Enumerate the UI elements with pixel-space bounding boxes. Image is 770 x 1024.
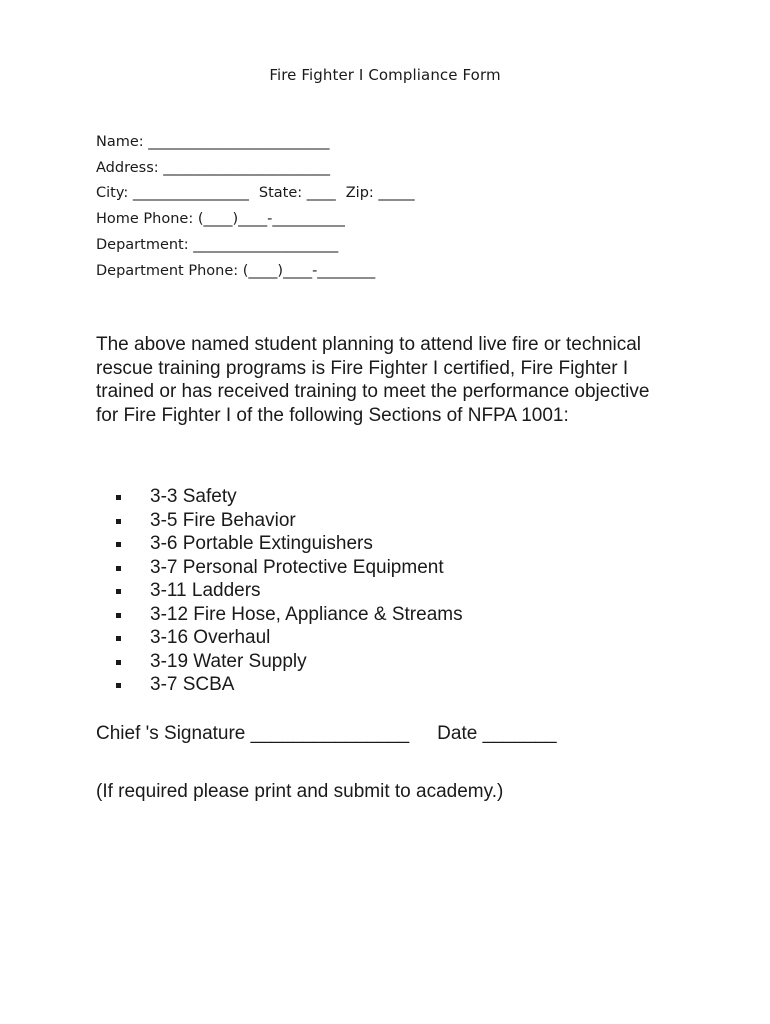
bullet-icon <box>116 589 121 594</box>
bullet-icon <box>116 495 121 500</box>
bullet-icon <box>116 660 121 665</box>
state-field[interactable]: State: ____ <box>258 185 336 202</box>
bullet-icon <box>116 613 121 618</box>
list-item: 3-12 Fire Hose, Appliance & Streams <box>116 603 463 627</box>
form-title: Fire Fighter I Compliance Form <box>269 66 501 84</box>
bullet-icon <box>116 542 121 547</box>
list-item: 3-5 Fire Behavior <box>116 509 463 533</box>
list-item: 3-7 SCBA <box>116 673 463 697</box>
city-field[interactable]: City: ________________ <box>96 185 249 202</box>
department-phone-field[interactable]: Department Phone: (____)____-________ <box>96 262 376 279</box>
list-item: 3-19 Water Supply <box>116 650 463 674</box>
department-field[interactable]: Department: ____________________ <box>96 236 339 253</box>
date-field[interactable]: Date _______ <box>437 723 557 744</box>
name-field[interactable]: Name: _________________________ <box>96 134 330 150</box>
list-item: 3-3 Safety <box>116 485 463 509</box>
bullet-icon <box>116 519 121 524</box>
submission-note: (If required please print and submit to academy.) <box>96 781 504 802</box>
certification-statement: The above named student planning to attend live fire or technical rescue training programs is Fire Fighter I certified, Fire Fighter I trained or has received training to meet the performance objective for Fire Fighter I of the following Sections of NFPA 1001: <box>96 334 650 426</box>
home-phone-field[interactable]: Home Phone: (____)____-__________ <box>96 211 345 228</box>
zip-field[interactable]: Zip: _____ <box>345 185 415 202</box>
list-item: 3-6 Portable Extinguishers <box>116 532 463 556</box>
address-field[interactable]: Address: _______________________ <box>96 159 330 176</box>
contact-fields <box>96 130 415 284</box>
list-item: 3-11 Ladders <box>116 579 463 603</box>
signature-row <box>96 722 557 746</box>
bullet-icon <box>116 566 121 571</box>
bullet-icon <box>116 683 121 688</box>
city-state-zip-row <box>96 181 415 207</box>
list-item: 3-16 Overhaul <box>116 626 463 650</box>
nfpa-sections-list <box>116 485 463 697</box>
bullet-icon <box>116 636 121 641</box>
list-item: 3-7 Personal Protective Equipment <box>116 556 463 580</box>
chief-signature-field[interactable]: Chief 's Signature _______________ <box>96 723 410 744</box>
